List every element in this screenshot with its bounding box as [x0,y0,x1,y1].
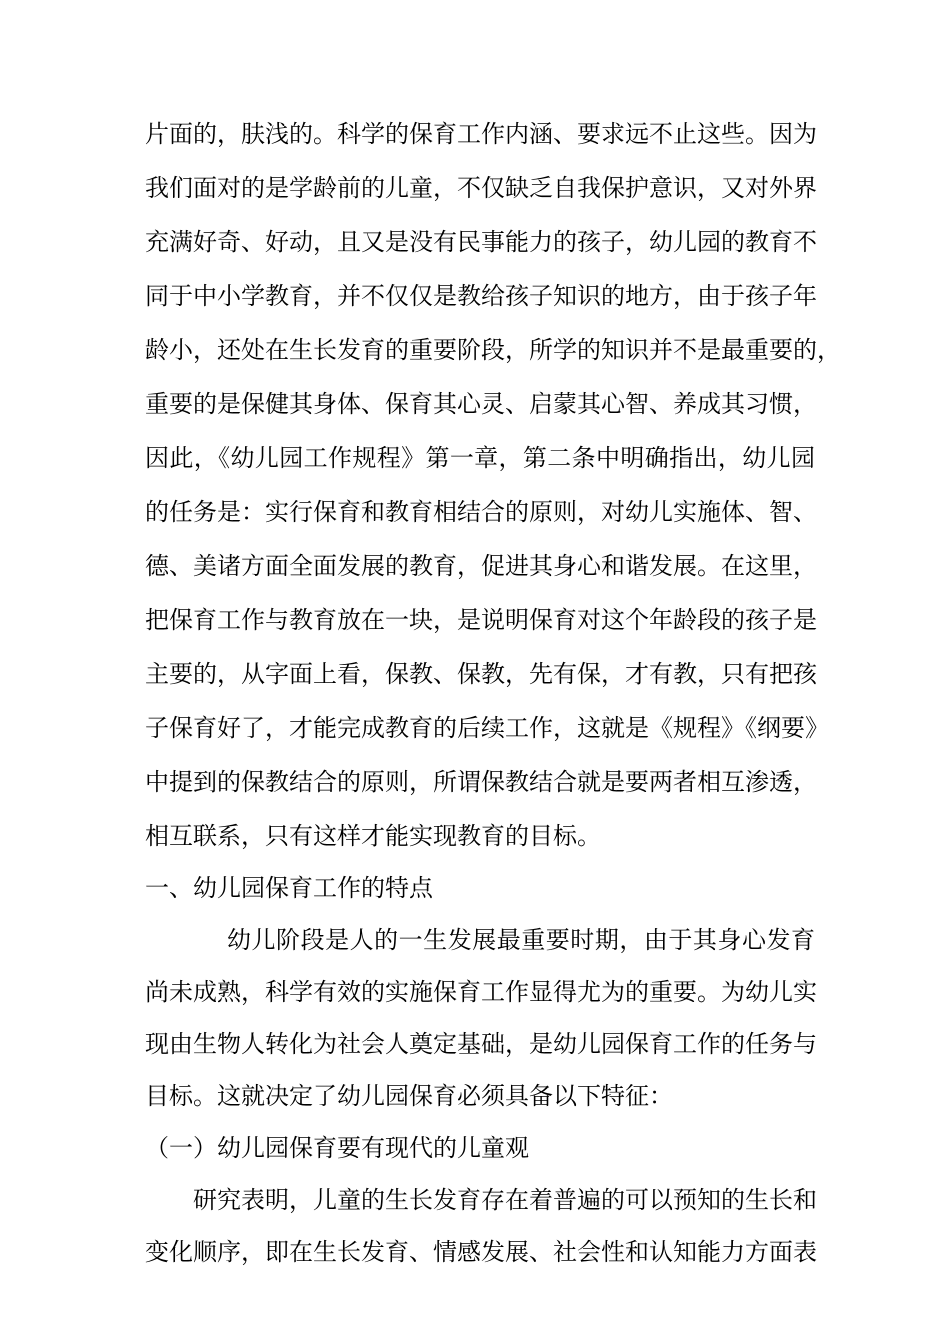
paragraph-line: 幼儿阶段是人的一生发展最重要时期，由于其身心发育 [227,926,815,954]
paragraph-line: 主要的，从字面上看，保教、保教，先有保，才有教，只有把孩 [145,660,817,688]
paragraph-line: 同于中小学教育，并不仅仅是教给孩子知识的地方，由于孩子年 [145,282,817,310]
paragraph-line: 相互联系，只有这样才能实现教育的目标。 [145,822,601,850]
paragraph-line: 充满好奇、好动，且又是没有民事能力的孩子，幼儿园的教育不 [145,228,817,256]
paragraph-line: 因此，《幼儿园工作规程》第一章，第二条中明确指出，幼儿园 [145,444,815,472]
section-heading: 一、幼儿园保育工作的特点 [145,874,433,902]
paragraph-line: 目标。这就决定了幼儿园保育必须具备以下特征： [145,1082,673,1110]
paragraph-line: 中提到的保教结合的原则，所谓保教结合就是要两者相互渗透， [145,768,817,796]
paragraph-line: 尚未成熟，科学有效的实施保育工作显得尤为的重要。为幼儿实 [145,978,817,1006]
paragraph-line: 龄小，还处在生长发育的重要阶段，所学的知识并不是最重要的， [145,336,841,364]
paragraph-line: 现由生物人转化为社会人奠定基础，是幼儿园保育工作的任务与 [145,1030,817,1058]
paragraph-line: 德、美诸方面全面发展的教育，促进其身心和谐发展。在这里， [145,552,817,580]
paragraph-line: 把保育工作与教育放在一块，是说明保育对这个年龄段的孩子是 [145,606,817,634]
subsection-heading: （一）幼儿园保育要有现代的儿童观 [145,1134,529,1162]
paragraph-line: 我们面对的是学龄前的儿童，不仅缺乏自我保护意识，又对外界 [145,174,817,202]
paragraph-line: 片面的，肤浅的。科学的保育工作内涵、要求远不止这些。因为 [145,120,817,148]
paragraph-line: 研究表明，儿童的生长发育存在着普遍的可以预知的生长和 [193,1186,817,1214]
paragraph-line: 变化顺序，即在生长发育、情感发展、社会性和认知能力方面表 [145,1238,817,1266]
paragraph-line: 重要的是保健其身体、保育其心灵、启蒙其心智、养成其习惯， [145,390,817,418]
paragraph-line: 子保育好了，才能完成教育的后续工作，这就是《规程》《纲要》 [145,714,829,742]
paragraph-line: 的任务是：实行保育和教育相结合的原则，对幼儿实施体、智、 [145,498,817,526]
